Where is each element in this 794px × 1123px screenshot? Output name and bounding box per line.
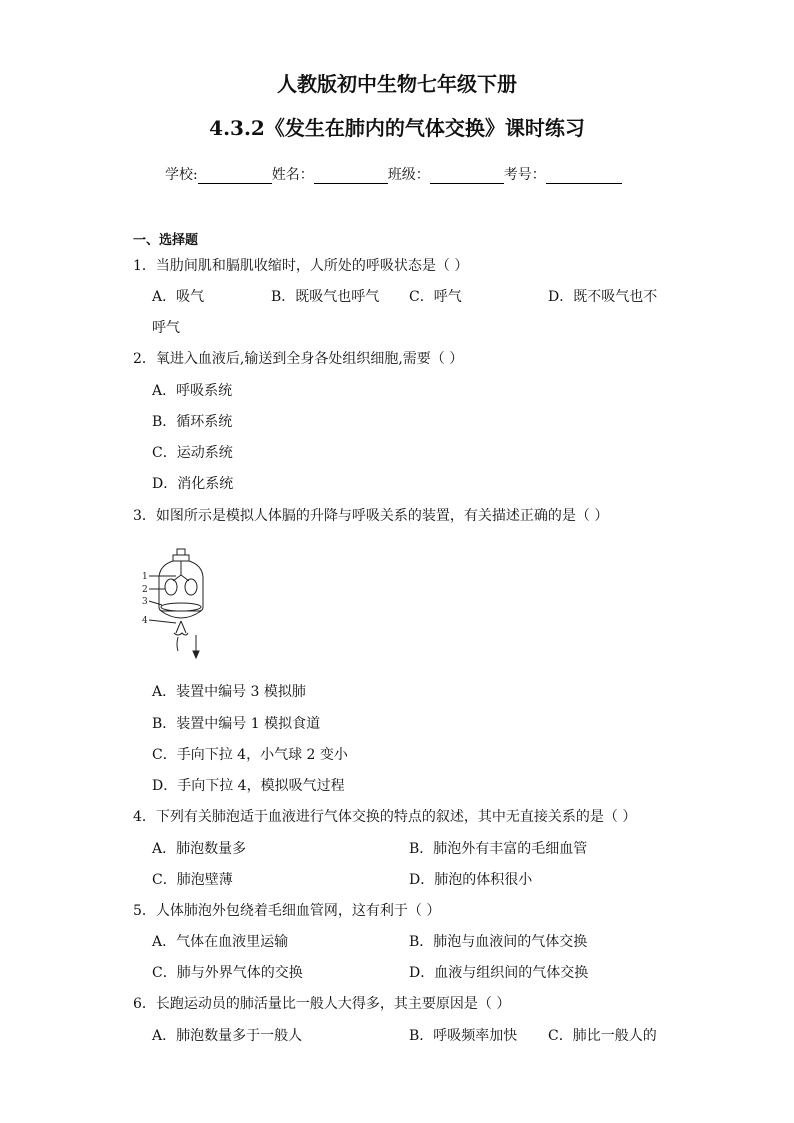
q6-option-c[interactable]: C．肺比一般人的: [548, 1028, 657, 1044]
q3-option-d[interactable]: D．手向下拉 4，模拟吸气过程: [152, 778, 345, 794]
class-field[interactable]: [430, 169, 504, 184]
name-field[interactable]: [314, 169, 388, 184]
q6-option-a[interactable]: A．肺泡数量多于一般人: [152, 1028, 303, 1044]
q3-option-c[interactable]: C．手向下拉 4，小气球 2 变小: [152, 747, 348, 763]
q2-option-c[interactable]: C．运动系统: [152, 445, 233, 461]
question-5-stem: 5．人体肺泡外包绕着毛细血管网，这有利于（ ）: [133, 903, 441, 919]
q1-option-d-continued: 呼气: [152, 320, 180, 336]
q2-option-a[interactable]: A．呼吸系统: [152, 383, 233, 399]
number-label: 考号：: [503, 167, 546, 183]
q6-option-b[interactable]: B．呼吸频率加快: [409, 1028, 518, 1044]
question-4-stem: 4．下列有关肺泡适于血液进行气体交换的特点的叙述，其中无直接关系的是（ ）: [133, 809, 637, 825]
q5-option-b[interactable]: B．肺泡与血液间的气体交换: [409, 934, 588, 950]
figure-label-2: 2: [142, 585, 148, 595]
q1-option-b[interactable]: B．既吸气也呼气: [271, 289, 380, 305]
figure-label-4: 4: [142, 616, 148, 626]
q1-option-d[interactable]: D．既不吸气也不: [548, 289, 658, 305]
question-1-stem: 1．当肋间肌和膈肌收缩时，人所处的呼吸状态是（ ）: [133, 258, 469, 274]
q5-option-a[interactable]: A．气体在血液里运输: [152, 934, 289, 950]
page-subtitle: 4.3.2《发生在肺内的气体交换》课时练习: [209, 116, 585, 140]
figure-label-3: 3: [142, 597, 148, 607]
question-2-stem: 2．氧进入血液后,输送到全身各处组织细胞,需要（ ）: [133, 351, 464, 367]
q4-option-d[interactable]: D．肺泡的体积很小: [409, 872, 533, 888]
q3-option-b[interactable]: B．装置中编号 1 模拟食道: [152, 716, 321, 732]
class-label: 班级：: [387, 167, 430, 183]
q4-option-c[interactable]: C．肺泡壁薄: [152, 872, 233, 888]
q4-option-b[interactable]: B．肺泡外有丰富的毛细血管: [409, 841, 588, 857]
q4-option-a[interactable]: A．肺泡数量多: [152, 841, 247, 857]
q1-option-c[interactable]: C．呼气: [409, 289, 462, 305]
q5-option-d[interactable]: D．血液与组织间的气体交换: [409, 965, 589, 981]
student-info-line: [165, 164, 622, 184]
q2-option-d[interactable]: D．消化系统: [152, 476, 234, 492]
number-field[interactable]: [546, 169, 622, 184]
section-heading: 一、选择题: [133, 233, 199, 248]
page-title: 人教版初中生物七年级下册: [277, 72, 517, 96]
school-label: 学校:: [165, 167, 198, 183]
q1-option-a[interactable]: A．吸气: [152, 289, 205, 305]
q3-option-a[interactable]: A．装置中编号 3 模拟肺: [152, 684, 306, 700]
q5-option-c[interactable]: C．肺与外界气体的交换: [152, 965, 303, 981]
figure-label-1: 1: [142, 572, 148, 582]
q2-option-b[interactable]: B．循环系统: [152, 414, 233, 430]
question-3-stem: 3．如图所示是模拟人体膈的升降与呼吸关系的装置，有关描述正确的是（ ）: [133, 508, 609, 524]
school-field[interactable]: [198, 169, 272, 184]
question-6-stem: 6．长跑运动员的肺活量比一般人大得多，其主要原因是（ ）: [133, 996, 511, 1012]
name-label: 姓名：: [271, 167, 314, 183]
bell-jar-diagram: [138, 545, 218, 663]
